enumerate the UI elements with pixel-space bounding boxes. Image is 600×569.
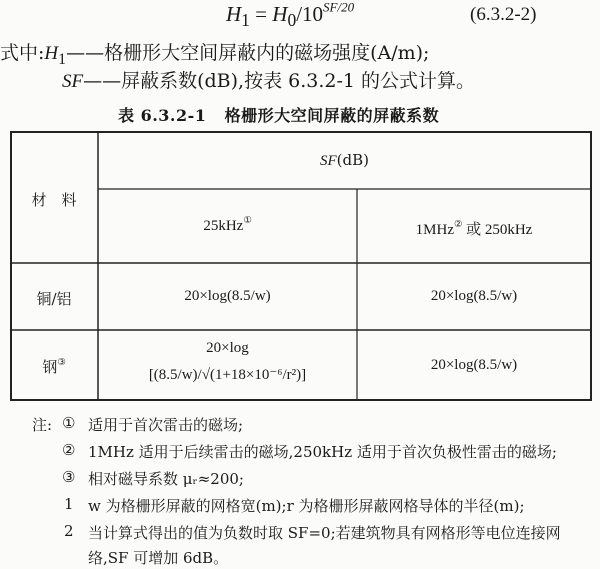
definition-symbol: SF	[62, 71, 84, 92]
note-circled-2-text: 1MHz 适用于后续雷击的磁场,250kHz 适用于首次负极性雷击的磁场;	[88, 443, 557, 461]
row2-cell-25khz-line2: [(8.5/w)/√(1+18×10⁻⁶/r²)]	[148, 367, 307, 383]
definition-symbol-sub: 1	[58, 50, 67, 68]
note-numbered-2-continuation: 络,SF 可增加 6dB。	[88, 549, 229, 567]
formula-slash-base: /10	[296, 2, 324, 26]
notes-label: 注:	[32, 416, 53, 434]
note-circled-3-mark: ③	[62, 468, 76, 486]
formula-exponent: SF/20	[323, 0, 355, 15]
header-material: 材 料	[31, 191, 77, 209]
shielding-table	[10, 131, 592, 401]
formula	[226, 2, 354, 31]
definition-text: 屏蔽系数(dB),按表 6.3.2-1 的公式计算。	[121, 70, 476, 92]
formula-eq: =	[255, 2, 268, 26]
formula-number: (6.3.2-2)	[470, 4, 537, 25]
header-col-1mhz	[357, 218, 591, 239]
definition-symbol: H	[44, 43, 59, 64]
row1-cell-1mhz: 20×log(8.5/w)	[430, 288, 518, 304]
note-circled-2-mark: ②	[62, 441, 76, 459]
note-circled-1-text: 适用于首次雷击的磁场;	[88, 416, 244, 434]
note-circled-1-mark: ①	[62, 414, 76, 432]
formula-lhs-sub: 1	[241, 10, 250, 31]
footnote-ref-3: ③	[57, 357, 66, 369]
table-caption	[118, 103, 439, 126]
header-col-25khz	[98, 218, 357, 235]
footnote-ref-2: ②	[453, 220, 463, 231]
row-material-copper-aluminium: 铜/铝	[36, 290, 72, 308]
header-sf	[98, 151, 591, 170]
definition-prefix: 式中:	[0, 42, 45, 64]
header-col-1mhz-rest: 或 250kHz	[462, 222, 533, 238]
note-numbered-1-text: w 为格栅形屏蔽的网格宽(m);r 为格栅形屏蔽网格导体的半径(m);	[88, 497, 525, 515]
note-numbered-2-mark: 2	[64, 522, 74, 540]
definition-dash: ——	[83, 70, 122, 92]
row-material-steel	[10, 356, 98, 377]
definition-text: 格栅形大空间屏蔽内的磁场强度(A/m);	[104, 42, 430, 64]
row1-cell-25khz: 20×log(8.5/w)	[184, 288, 271, 304]
header-col-1mhz-text: 1MHz	[415, 222, 454, 238]
header-sf-unit: (dB)	[336, 151, 369, 169]
definition-sf	[62, 66, 475, 93]
note-circled-3-text: 相对磁导系数 μᵣ≈200;	[88, 470, 244, 488]
footnote-ref-1: ①	[243, 216, 252, 227]
formula-rhs-sub: 0	[287, 10, 297, 31]
row2-cell-1mhz: 20×log(8.5/w)	[430, 357, 518, 373]
header-sf-symbol: SF	[319, 153, 337, 169]
formula-rhs-var: H	[272, 2, 288, 26]
formula-lhs-var: H	[226, 2, 242, 26]
table-caption-text: 格栅形大空间屏蔽的屏蔽系数	[224, 106, 440, 125]
definition-dash: ——	[66, 42, 105, 64]
row2-cell-25khz-line1: 20×log	[206, 340, 249, 356]
note-numbered-1-mark: 1	[64, 495, 74, 513]
note-numbered-2-text: 当计算式得出的值为负数时取 SF=0;若建筑物具有网格形等电位连接网	[88, 524, 561, 542]
table-caption-number: 表 6.3.2-1	[118, 106, 207, 125]
definition-h1	[0, 38, 429, 69]
header-col-25khz-text: 25kHz	[203, 218, 244, 234]
row-material-steel-text: 钢	[42, 358, 58, 376]
